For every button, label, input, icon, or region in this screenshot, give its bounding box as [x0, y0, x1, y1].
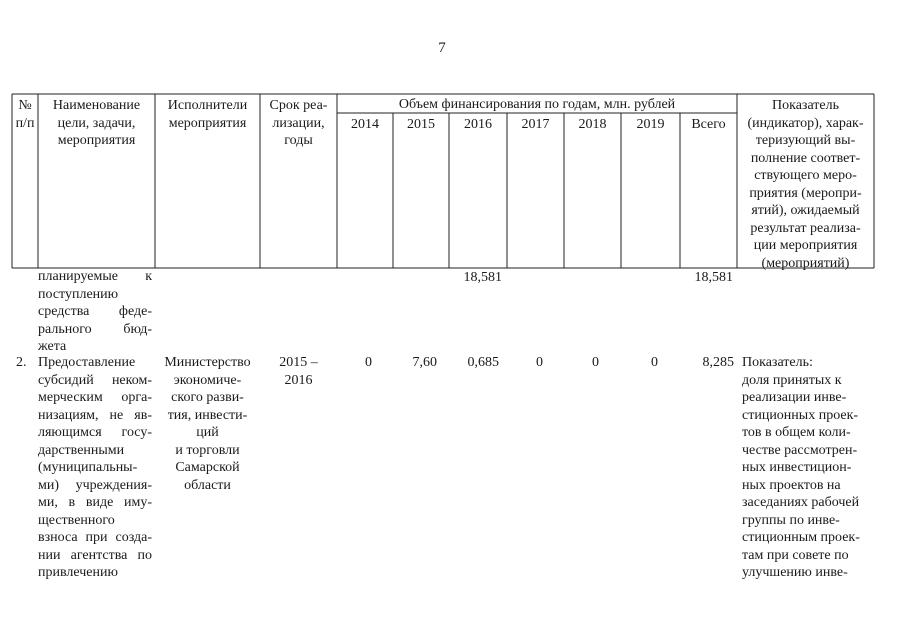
- row2-value-2015: 7,60: [412, 355, 437, 370]
- row2-value-2016: 0,685: [467, 355, 499, 370]
- header-term: Срок реа- лизации, годы: [269, 98, 328, 148]
- row2-value-2017: 0: [536, 355, 543, 370]
- continuation-line: рального бюд-: [38, 321, 152, 337]
- continuation-value-2016: 18,581: [463, 270, 502, 285]
- header-num: № п/п: [15, 98, 35, 131]
- row2-value-2018: 0: [592, 355, 599, 370]
- row2-name-line: Предоставление: [38, 355, 136, 370]
- header-year: 2019: [636, 117, 665, 132]
- row2-name-line: ми) учреждения-: [38, 477, 152, 493]
- row2-name-line: ляющимся госу-: [38, 425, 152, 440]
- page-number: 7: [438, 40, 446, 56]
- row2-name-line: привлечению: [38, 565, 118, 580]
- row2-name-line: нии агентства по: [38, 547, 152, 563]
- continuation-line: средства феде-: [38, 304, 152, 319]
- header-total: Всего: [691, 117, 726, 132]
- continuation-line: поступлению: [38, 286, 119, 302]
- row2-num: 2.: [16, 355, 27, 370]
- row2-value-2014: 0: [365, 355, 372, 370]
- row2-term: 2015 – 2016: [279, 355, 318, 388]
- continuation-line: планируемые к: [38, 269, 152, 284]
- header-year: 2016: [464, 117, 492, 132]
- header-indicator: Показатель (индикатор), харак- теризующий вы- полнение соответ- ствующего меро- приятия (меропри- ятий), ожидаемый результат реализа- ции мероприятия (мероприятий): [747, 98, 864, 271]
- header-name: Наименование цели, задачи, мероприятия: [52, 98, 141, 148]
- header-year: 2018: [578, 117, 607, 132]
- row2-name-line: мерческим орга-: [38, 390, 152, 405]
- header-year: 2015: [407, 117, 435, 132]
- row2-name-line: щественного: [38, 512, 115, 528]
- continuation-line: жета: [38, 339, 67, 354]
- row2-indicator: Показатель: доля принятых к реализации инве- стиционных проек- тов в общем коли- честве рассмотрен- ных инвестицион- ных проектов на заседаниях рабочей группы по инве- стиционным проек- там при совете по улучшению инве-: [742, 355, 860, 580]
- row2-name-line: дарственными: [38, 442, 125, 458]
- row2-name-line: ми, в виде иму-: [38, 495, 152, 510]
- row2-value-2019: 0: [651, 355, 658, 370]
- header-year: 2014: [351, 117, 379, 132]
- row2-name-line: низациям, не яв-: [38, 407, 152, 423]
- continuation-value-total: 18,581: [694, 270, 733, 285]
- row2-name-line: взноса при созда-: [38, 530, 152, 545]
- row2-value-total: 8,285: [702, 355, 734, 370]
- header-executors: Исполнители мероприятия: [167, 98, 248, 131]
- header-funding-title: Объем финансирования по годам, млн. рублей: [398, 97, 676, 112]
- row2-executor: Министерство экономиче- ского разви- тия, инвести- ций и торговли Самарской области: [164, 355, 251, 493]
- continuation-text: [38, 268, 152, 356]
- header-year: 2017: [521, 117, 550, 132]
- row2-name-line: (муниципальны-: [38, 460, 138, 475]
- row2-name: [38, 354, 152, 582]
- row2-name-line: субсидий неком-: [38, 372, 152, 388]
